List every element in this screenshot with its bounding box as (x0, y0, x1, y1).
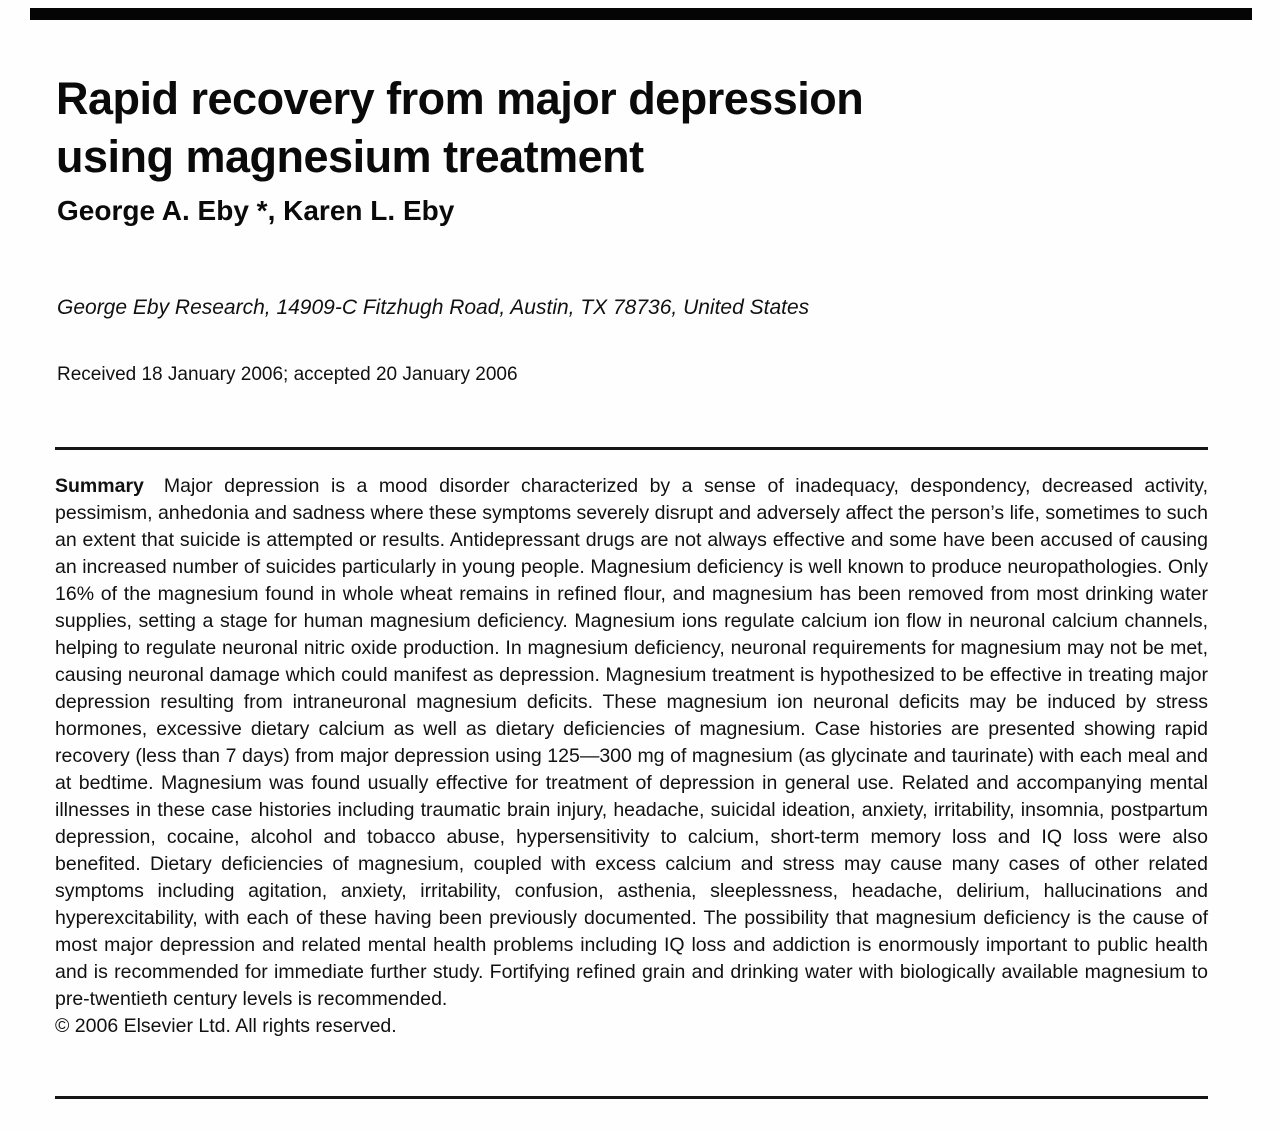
abstract-section (55, 473, 1208, 1040)
paper-title-line-1: Rapid recovery from major depression (56, 73, 864, 125)
author-affiliation: George Eby Research, 14909-C Fitzhugh Road, Austin, TX 78736, United States (57, 296, 810, 319)
abstract-paragraph (55, 473, 1208, 1013)
abstract-label: Summary (55, 475, 144, 497)
paper-title (56, 70, 1156, 186)
divider-rule-bottom (55, 1096, 1208, 1099)
paper-title-line-2: using magnesium treatment (56, 131, 644, 183)
abstract-text: Major depression is a mood disorder characterized by a sense of inadequacy, despondency, decreased activity, pessimism, anhedonia and sadness where these symptoms severely disrupt and adversely affect the person’s life, sometimes to such an extent that suicide is attempted or results. Antidepressant drugs are not always effective and some have been accused of causing an increased number of suicides particularly in young people. Magnesium deficiency is well known to produce neuropathologies. Only 16% of the magnesium found in whole wheat remains in refined flour, and magnesium has been removed from most drinking water supplies, setting a stage for human magnesium deficiency. Magnesium ions regulate calcium ion flow in neuronal calcium channels, helping to regulate neuronal nitric oxide production. In magnesium deficiency, neuronal requirements for magnesium may not be met, causing neuronal damage which could manifest as depression. Magnesium treatment is hypothesized to be effective in treating major depression resulting from intraneuronal magnesium deficits. These magnesium ion neuronal deficits may be induced by stress hormones, excessive dietary calcium as well as dietary deficiencies of magnesium. Case histories are presented showing rapid recovery (less than 7 days) from major depression using 125—300 mg of magnesium (as glycinate and taurinate) with each meal and at bedtime. Magnesium was found usually effective for treatment of depression in general use. Related and accompanying mental illnesses in these case histories including traumatic brain injury, headache, suicidal ideation, anxiety, irritability, insomnia, postpartum depression, cocaine, alcohol and tobacco abuse, hypersensitivity to calcium, short-term memory loss and IQ loss were also benefited. Dietary deficiencies of magnesium, coupled with excess calcium and stress may cause many cases of other related symptoms including agitation, anxiety, irritability, confusion, asthenia, sleeplessness, headache, delirium, hallucinations and hyperexcitability, with each of these having been previously documented. The possibility that magnesium deficiency is the cause of most major depression and related mental health problems including IQ loss and addiction is enormously important to public health and is recommended for immediate further study. Fortifying refined grain and drinking water with biologically available magnesium to pre-twentieth century levels is recommended. (55, 475, 1208, 1010)
header-bar (30, 8, 1252, 20)
received-accepted-dates: Received 18 January 2006; accepted 20 January 2006 (57, 364, 518, 385)
copyright-line: © 2006 Elsevier Ltd. All rights reserved. (55, 1015, 397, 1037)
divider-rule-top (55, 447, 1208, 450)
author-names: George A. Eby *, Karen L. Eby (57, 195, 455, 226)
